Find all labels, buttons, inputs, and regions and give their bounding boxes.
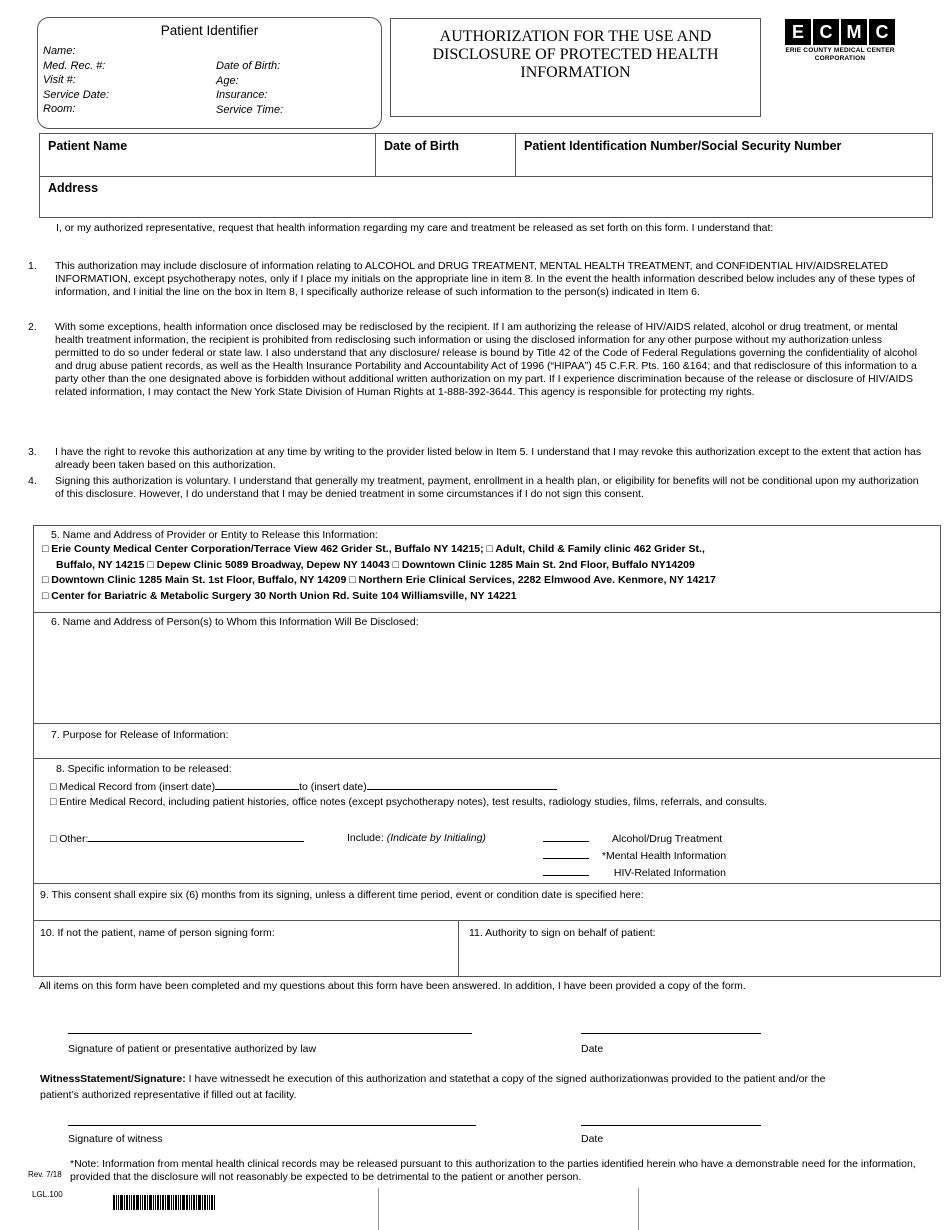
- list-item-1: [28, 260, 928, 299]
- section-7-purpose[interactable]: [33, 723, 941, 759]
- medical-record-range-row: [50, 780, 557, 793]
- entire-record-checkbox[interactable]: □ Entire Medical Record, including patient histories, office notes (except psychotherapy notes), test results, radiology studies, films, referrals, and consults.: [50, 796, 767, 808]
- list-number: 3.: [28, 446, 37, 458]
- logo-line-2: CORPORATION: [814, 55, 866, 62]
- witness-signature-line[interactable]: [68, 1117, 476, 1126]
- patient-signature-line[interactable]: [68, 1025, 472, 1034]
- list-text: With some exceptions, health information once disclosed may be redisclosed by the recipient. If I am authorizing the release of HIV/AIDS related, alcohol or drug treatment, or mental health treatment information, the recipient is prohibited from redisclosing such information or using the disclosed information for any other purpose without my authorization unless permitted to do so under federal or state law. I also understand that any disclosure/ release is bound by Title 42 of the Code of Federal Regulations governing the confidentiality of alcohol and drug abuse patient records, as well as the Health Insurance Portability and Accountability Act of 1996 (“HIPAA”) 45 C.F.R. Pts. 160 &164; and that redisclosure of this information to a party other than the one designated above is forbidden without additional written authorization on my part. If I experience discrimination because of the release or disclosure of HIV/AIDS related information, I may contact the New York State Division of Human Rights at 1-888-392-3644. This agency is responsible for protecting my rights.: [55, 321, 918, 398]
- list-text: This authorization may include disclosure of information relating to ALCOHOL and DRUG TREATMENT, MENTAL HEALTH TREATMENT, and CONFIDENTIAL HIV/AIDSRELATED INFORMATION, except psychotherapy notes, only if I place my initials on the appropriate line in item 8. In the event the health information described below includes any of these types of information, and I initial the line on the box in Item 8, I specifically authorize release of such information to the person(s) indicated in Item 6.: [55, 260, 916, 298]
- initial-mental-row: [543, 849, 726, 862]
- age-field-label: Age:: [216, 74, 239, 87]
- indicate-by-initialing: (Indicate by Initialing): [386, 832, 486, 844]
- provider-line-2[interactable]: Buffalo, NY 14215 □ Depew Clinic 5089 Broadway, Depew NY 14043 □ Downtown Clinic 1285 Main St. 2nd Floor, Buffalo NY14209: [56, 558, 695, 571]
- logo-subtitle: [770, 47, 910, 63]
- include-label: [347, 832, 486, 844]
- from-date-field[interactable]: [215, 780, 299, 790]
- other-checkbox[interactable]: □ Other:: [50, 833, 89, 845]
- medical-record-from-checkbox[interactable]: □ Medical Record from (insert date): [50, 781, 216, 793]
- list-item-3: [28, 446, 928, 472]
- patient-identifier-title: Patient Identifier: [160, 23, 259, 38]
- initial-alcohol-field[interactable]: [543, 832, 589, 842]
- dob-field-label: Date of Birth:: [216, 60, 281, 72]
- witness-heading: WitnessStatement/Signature:: [40, 1073, 186, 1085]
- list-number: 2.: [28, 321, 37, 333]
- logo-letter-e: E: [786, 20, 810, 44]
- room-field-label: Room:: [43, 103, 76, 115]
- barcode: [113, 1195, 240, 1210]
- section-9-label: 9. This consent shall expire six (6) months from its signing, unless a different time period, event or condition date is specified here:: [40, 889, 644, 901]
- address-label: Address: [48, 181, 99, 195]
- date-of-birth-label: Date of Birth: [384, 139, 459, 153]
- initial-mental-field[interactable]: [543, 849, 589, 859]
- section-6-recipient[interactable]: [33, 612, 941, 724]
- provider-line-3[interactable]: □ Downtown Clinic 1285 Main St. 1st Floor, Buffalo, NY 14209 □ Northern Erie Clinical Services, 2282 Elmwood Ave. Kenmore, NY 14217: [42, 574, 716, 586]
- intro-paragraph: I, or my authorized representative, request that health information regarding my care and treatment be released as set forth on this form. I understand that:: [56, 222, 774, 234]
- patient-name-label: Patient Name: [48, 139, 128, 153]
- section-7-label: 7. Purpose for Release of Information:: [51, 729, 229, 741]
- form-title-line-3: INFORMATION: [520, 64, 631, 81]
- med-rec-field-label: Med. Rec. #:: [43, 59, 106, 72]
- patient-identifier-box: [37, 17, 382, 129]
- section-8-specific-info: [33, 758, 941, 884]
- provider-list: [42, 542, 716, 604]
- section-10-11: [33, 920, 941, 977]
- provider-line-4[interactable]: □ Center for Bariatric & Metabolic Surgery 30 North Union Rd. Suite 104 Williamsville, NY 14221: [42, 589, 517, 602]
- to-date-label: to (insert date): [299, 781, 367, 793]
- witness-statement: [40, 1071, 840, 1103]
- list-text: I have the right to revoke this authorization at any time by writing to the provider listed below in Item 5. I understand that I may revoke this authorization except to the extent that action has already been taken based on this authorization.: [55, 446, 922, 471]
- include-text: Include:: [347, 832, 384, 844]
- list-number: 1.: [28, 260, 37, 272]
- section-9-expiration[interactable]: [33, 884, 941, 921]
- section-5-provider: [33, 525, 941, 613]
- to-date-field[interactable]: [367, 780, 557, 790]
- section-8-label: 8. Specific information to be released:: [56, 763, 232, 775]
- service-time-field-label: Service Time:: [216, 103, 284, 116]
- section-11-label: 11. Authority to sign on behalf of patient:: [469, 927, 656, 939]
- logo-letter-m: M: [842, 20, 866, 44]
- insurance-field-label: Insurance:: [216, 89, 268, 101]
- list-item-2: [28, 321, 928, 399]
- logo-line-1: ERIE COUNTY MEDICAL CENTER: [785, 47, 895, 54]
- patient-identifier-left-fields: [43, 44, 109, 117]
- revision-label: Rev. 7/18: [28, 1170, 62, 1179]
- ecmc-logo: [770, 20, 910, 63]
- other-row: [50, 832, 304, 845]
- form-title-line-2: DISCLOSURE OF PROTECTED HEALTH: [432, 46, 719, 63]
- service-date-field-label: Service Date:: [43, 88, 110, 101]
- witness-text: I have witnessedt he execution of this authorization and statethat a copy of the signed authorizationwas provided to the patient and/or the patient’s authorized representative if filled out at facility.: [40, 1073, 826, 1101]
- form-number: LGL.100: [32, 1190, 63, 1199]
- logo-letter-c: C: [814, 20, 838, 44]
- completion-statement: All items on this form have been completed and my questions about this form have been answered. In addition, I have been provided a copy of the form.: [39, 980, 746, 992]
- visit-field-label: Visit #:: [43, 74, 76, 86]
- footnote: *Note: Information from mental health clinical records may be released pursuant to this authorization to the parties identified herein who have a demonstrable need for the information, provided that the disclosure will not reasonably be expected to be detrimental to the patient or another person.: [70, 1158, 916, 1183]
- witness-signature-label: Signature of witness: [68, 1133, 163, 1145]
- initial-hiv-field[interactable]: [543, 866, 589, 876]
- name-field-label: Name:: [43, 45, 76, 57]
- section-10-label: 10. If not the patient, name of person signing form:: [40, 927, 275, 939]
- initial-alcohol-row: [543, 832, 722, 845]
- patient-id-label: Patient Identification Number/Social Security Number: [524, 139, 842, 153]
- section-5-label: 5. Name and Address of Provider or Entity to Release this Information:: [51, 529, 378, 541]
- list-item-4: [28, 475, 928, 501]
- section-6-label: 6. Name and Address of Person(s) to Whom this Information Will Be Disclosed:: [51, 616, 419, 628]
- patient-signature-label: Signature of patient or presentative authorized by law: [68, 1043, 317, 1055]
- mental-health-option: *Mental Health Information: [601, 850, 727, 862]
- patient-info-table: [39, 133, 933, 218]
- patient-identifier-right-fields: [216, 59, 283, 117]
- other-field[interactable]: [88, 832, 304, 842]
- patient-date-label: Date: [581, 1043, 604, 1055]
- form-title-line-1: AUTHORIZATION FOR THE USE AND: [439, 28, 712, 45]
- witness-date-label: Date: [581, 1133, 604, 1145]
- patient-date-line[interactable]: [581, 1025, 761, 1034]
- hiv-option: HIV-Related Information: [613, 867, 726, 879]
- witness-date-line[interactable]: [581, 1117, 761, 1126]
- form-title: [391, 28, 760, 82]
- list-text: Signing this authorization is voluntary. I understand that generally my treatment, payment, enrollment in a health plan, or eligibility for benefits will not be conditional upon my authorization of this disclosure. However, I do understand that I may be denied treatment in some circumstances if I do not sign this consent.: [55, 475, 919, 500]
- list-number: 4.: [28, 475, 37, 487]
- form-title-box: [390, 18, 761, 117]
- provider-line-1[interactable]: □ Erie County Medical Center Corporation/Terrace View 462 Grider St., Buffalo NY 14215; □ Adult, Child & Family clinic 462 Grider St.,: [42, 543, 705, 555]
- initial-hiv-row: [543, 866, 726, 879]
- alcohol-drug-option: Alcohol/Drug Treatment: [611, 833, 723, 845]
- logo-letter-c2: C: [870, 20, 894, 44]
